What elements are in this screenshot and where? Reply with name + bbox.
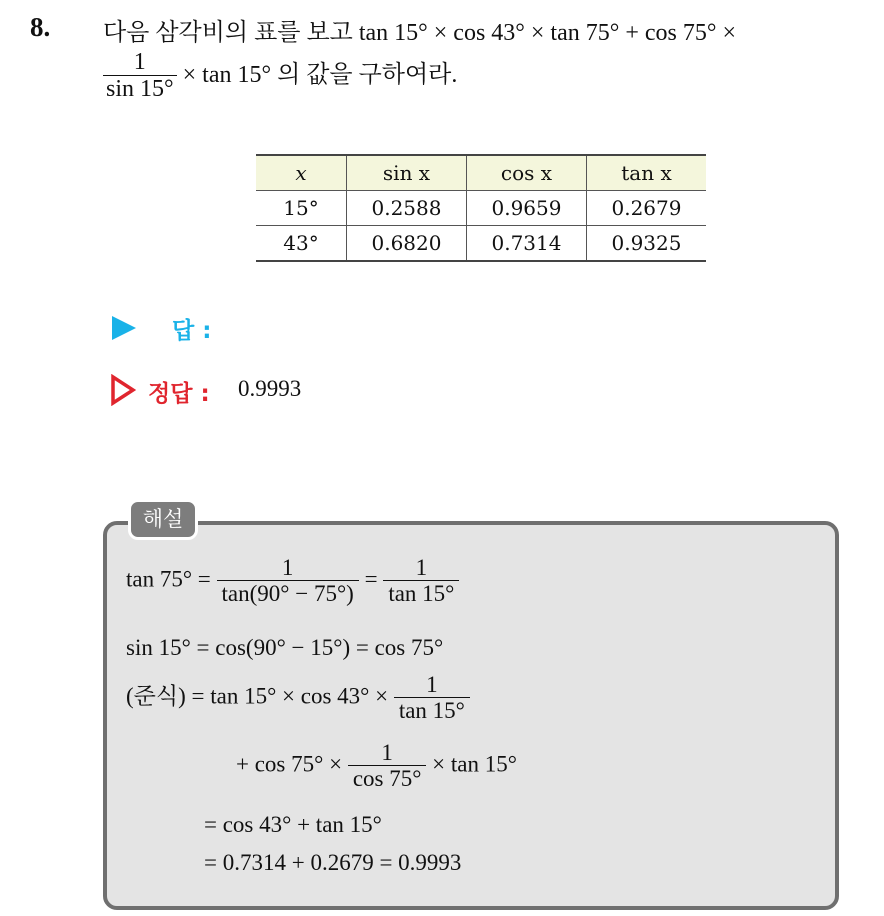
- table-cell-angle: 15°: [256, 191, 347, 226]
- explanation-line-4: [236, 741, 517, 791]
- explanation-l1-fraction-1: [217, 556, 359, 606]
- correct-answer-label: 정답 :: [148, 381, 210, 407]
- fraction-denominator: cos 75°: [348, 765, 427, 791]
- explanation-l4-fraction: [348, 741, 427, 791]
- fraction-numerator: 1: [381, 740, 393, 765]
- question-fraction-denominator: sin 15°: [103, 75, 177, 102]
- correct-answer-value: 0.9993: [238, 376, 302, 401]
- explanation-line-3: [126, 673, 470, 723]
- explanation-l3-fraction: [394, 673, 470, 723]
- explanation-l3-lhs: (준식) = tan 15° × cos 43° ×: [126, 683, 389, 709]
- table-cell-sin: 0.2588: [347, 191, 467, 226]
- answer-label: 답 :: [172, 318, 212, 344]
- explanation-l4-rhs: × tan 15°: [432, 751, 517, 777]
- fraction-denominator: tan(90° − 75°): [217, 580, 359, 606]
- explanation-l4-lhs: + cos 75° ×: [236, 751, 343, 777]
- question-fraction: [103, 50, 177, 103]
- fraction-numerator: 1: [281, 555, 294, 580]
- question-text-line1: 다음 삼각비의 표를 보고 tan 15° × cos 43° × tan 75° + cos 75° ×: [103, 20, 736, 46]
- table-row: [256, 226, 706, 262]
- explanation-line-2: sin 15° = cos(90° − 15°) = cos 75°: [126, 635, 444, 660]
- table-header-cos: cos x: [467, 155, 587, 191]
- table-cell-sin: 0.6820: [347, 226, 467, 262]
- table-header-tan: tan x: [587, 155, 707, 191]
- question-text-rest: × tan 15° 의 값을 구하여라.: [182, 61, 458, 88]
- table-cell-cos: 0.9659: [467, 191, 587, 226]
- fraction-numerator: 1: [426, 672, 438, 697]
- question-text-line2: [103, 50, 457, 103]
- explanation-line-6: = 0.7314 + 0.2679 = 0.9993: [204, 850, 462, 875]
- explanation-l1-lhs: tan 75° =: [126, 566, 211, 592]
- trig-ratio-table: [256, 154, 706, 262]
- table-header-row: [256, 155, 706, 191]
- question-fraction-numerator: 1: [133, 49, 146, 75]
- answer-arrow-icon: [112, 316, 136, 340]
- correct-answer-arrow-icon: [110, 374, 136, 406]
- explanation-line-1: [126, 556, 459, 606]
- table-header-x: x: [256, 155, 347, 191]
- fraction-numerator: 1: [415, 555, 428, 580]
- table-row: [256, 191, 706, 226]
- question-number: 8.: [30, 12, 51, 42]
- table-cell-tan: 0.9325: [587, 226, 707, 262]
- table-header-sin: sin x: [347, 155, 467, 191]
- table-cell-tan: 0.2679: [587, 191, 707, 226]
- table-cell-angle: 43°: [256, 226, 347, 262]
- explanation-l1-fraction-2: [383, 556, 459, 606]
- fraction-denominator: tan 15°: [394, 697, 470, 723]
- table-cell-cos: 0.7314: [467, 226, 587, 262]
- explanation-line-5: = cos 43° + tan 15°: [204, 812, 382, 837]
- explanation-l1-equals: =: [364, 566, 378, 592]
- explanation-tab: 해설: [128, 499, 198, 540]
- fraction-denominator: tan 15°: [383, 580, 459, 606]
